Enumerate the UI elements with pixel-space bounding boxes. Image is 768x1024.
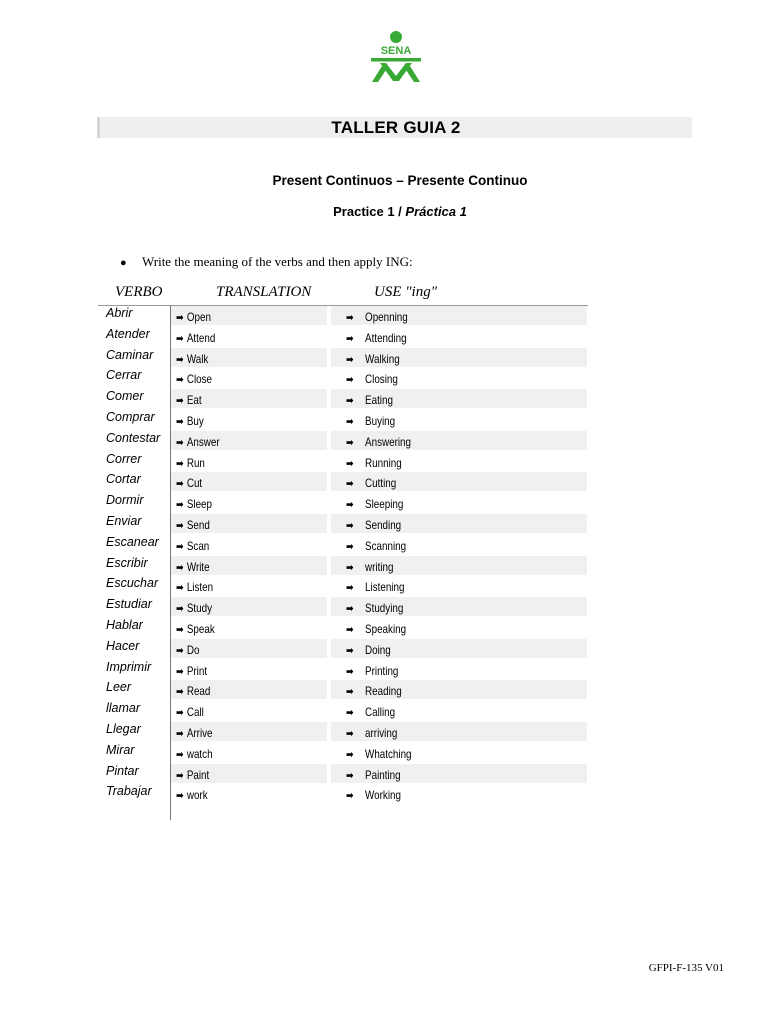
ing-text: Buying	[365, 414, 396, 428]
arrow-icon: ➡	[346, 665, 354, 678]
ing-text: Cutting	[365, 476, 397, 491]
ing-cell	[346, 600, 403, 617]
translation-cell	[176, 330, 215, 347]
translation-cell	[176, 371, 212, 388]
translation-cell	[176, 538, 209, 555]
ing-text: Scanning	[365, 538, 407, 553]
arrow-icon: ➡	[176, 790, 184, 803]
table-row	[0, 575, 768, 596]
translation-text: Arrive	[186, 726, 213, 740]
practice-heading	[0, 204, 768, 219]
arrow-icon: ➡	[346, 624, 354, 636]
translation-cell	[176, 642, 199, 659]
verb-cell: Cerrar	[106, 368, 142, 383]
verb-cell: Hablar	[106, 618, 143, 632]
ing-text: Sending	[365, 518, 402, 532]
ing-cell	[346, 413, 395, 430]
translation-text: Listen	[186, 580, 214, 595]
ing-cell	[346, 517, 401, 534]
translation-text: Run	[186, 455, 205, 470]
ing-text: Attending	[365, 330, 407, 345]
arrow-icon: ➡	[346, 374, 354, 387]
table-row	[0, 347, 768, 368]
translation-text: Eat	[186, 393, 202, 408]
table-row	[0, 513, 768, 534]
verb-cell: Mirar	[106, 742, 135, 757]
ing-cell	[346, 351, 400, 368]
arrow-icon: ➡	[176, 665, 184, 678]
table-row	[0, 471, 768, 492]
verb-cell: Escanear	[106, 534, 159, 549]
verb-cell: Dormir	[106, 493, 144, 508]
verb-cell: Leer	[106, 680, 132, 695]
arrow-icon: ➡	[346, 686, 354, 699]
ing-text: Openning	[365, 310, 408, 324]
translation-text: Sleep	[186, 497, 213, 512]
ing-text: Sleeping	[365, 497, 404, 512]
ing-text: Printing	[365, 663, 399, 678]
translation-text: Open	[186, 310, 211, 324]
ing-text: Whatching	[365, 746, 412, 761]
arrow-icon: ➡	[176, 332, 184, 345]
bullet-icon: ●	[120, 257, 127, 269]
verb-cell: Comprar	[106, 410, 155, 424]
translation-text: Buy	[186, 414, 204, 428]
translation-text: Scan	[186, 538, 210, 553]
translation-cell	[176, 725, 213, 742]
arrow-icon: ➡	[346, 436, 354, 449]
arrow-icon: ➡	[176, 353, 184, 366]
ing-cell	[346, 787, 401, 804]
translation-cell	[176, 559, 210, 576]
table-row	[0, 700, 768, 721]
verb-cell: Atender	[106, 326, 150, 341]
ing-text: Reading	[365, 684, 402, 699]
translation-text: Attend	[186, 330, 216, 345]
table-row	[0, 492, 768, 513]
arrow-icon: ➡	[176, 603, 184, 616]
verb-cell: Comer	[106, 389, 144, 404]
ing-text: Painting	[365, 767, 401, 782]
translation-cell	[176, 309, 211, 326]
translation-cell	[176, 787, 208, 804]
translation-cell	[176, 434, 220, 451]
arrow-icon: ➡	[346, 499, 354, 512]
translation-cell	[176, 621, 215, 638]
verb-cell: Imprimir	[106, 659, 152, 674]
verb-cell: llamar	[106, 701, 141, 716]
table-row	[0, 659, 768, 680]
arrow-icon: ➡	[176, 395, 184, 408]
translation-text: Print	[186, 663, 208, 678]
table-row	[0, 555, 768, 576]
ing-cell	[346, 309, 408, 326]
translation-cell	[176, 496, 212, 513]
verb-cell: Pintar	[106, 763, 139, 778]
translation-text: Cut	[186, 476, 203, 491]
arrow-icon: ➡	[176, 520, 184, 532]
verb-cell: Caminar	[106, 347, 154, 362]
ing-cell	[346, 559, 393, 576]
arrow-icon: ➡	[346, 644, 354, 657]
ing-text: writing	[365, 559, 394, 574]
ing-cell	[346, 663, 398, 680]
arrow-icon: ➡	[176, 436, 184, 449]
table-row	[0, 409, 768, 430]
translation-cell	[176, 579, 213, 596]
ing-cell	[346, 579, 404, 596]
ing-text: Eating	[365, 393, 393, 408]
arrow-icon: ➡	[176, 457, 184, 470]
table-row	[0, 763, 768, 784]
page-title: TALLER GUIA 2	[331, 118, 461, 137]
table-row	[0, 596, 768, 617]
translation-cell	[176, 746, 213, 763]
title-bar	[97, 117, 692, 138]
ing-cell	[346, 725, 397, 742]
ing-cell	[346, 371, 398, 388]
ing-cell	[346, 683, 402, 700]
ing-text: Working	[365, 788, 401, 803]
subtitle: Present Continuos – Presente Continuo	[272, 173, 528, 188]
translation-text: Close	[186, 372, 213, 387]
ing-cell	[346, 767, 401, 784]
arrow-icon: ➡	[176, 728, 184, 740]
verb-cell: Abrir	[106, 306, 133, 320]
arrow-icon: ➡	[176, 312, 184, 324]
table-row	[0, 305, 768, 326]
translation-cell	[176, 517, 210, 534]
ing-cell	[346, 621, 406, 638]
arrow-icon: ➡	[176, 686, 184, 699]
translation-text: Answer	[186, 434, 220, 449]
translation-cell	[176, 600, 212, 617]
ing-cell	[346, 392, 393, 409]
translation-text: work	[186, 788, 208, 803]
translation-cell	[176, 455, 205, 472]
verb-cell: Contestar	[106, 430, 161, 445]
translation-text: watch	[186, 746, 213, 761]
translation-text: Write	[186, 559, 210, 574]
ing-text: Speaking	[365, 622, 407, 636]
translation-cell	[176, 475, 202, 492]
arrow-icon: ➡	[346, 395, 354, 408]
arrow-icon: ➡	[346, 707, 354, 720]
header-translation: TRANSLATION	[216, 284, 312, 300]
ing-cell	[346, 496, 403, 513]
arrow-icon: ➡	[346, 520, 354, 532]
arrow-icon: ➡	[176, 561, 184, 574]
arrow-icon: ➡	[176, 540, 184, 553]
instruction	[120, 254, 413, 270]
ing-cell	[346, 642, 391, 659]
arrow-icon: ➡	[176, 707, 184, 720]
arrow-icon: ➡	[346, 353, 354, 366]
ing-text: Answering	[365, 434, 411, 449]
translation-text: Read	[186, 684, 211, 699]
translation-text: Call	[186, 705, 204, 720]
translation-text: Send	[186, 518, 210, 532]
instruction-text: Write the meaning of the verbs and then apply ING:	[142, 254, 413, 269]
table-row	[0, 679, 768, 700]
ing-text: Calling	[365, 705, 396, 720]
ing-cell	[346, 538, 406, 555]
translation-cell	[176, 704, 204, 721]
header-ing: USE "ing"	[374, 284, 438, 300]
translation-text: Study	[186, 601, 213, 616]
table-row	[0, 721, 768, 742]
ing-cell	[346, 704, 395, 721]
translation-text: Do	[186, 642, 200, 657]
document-code: GFPI-F-135 V01	[648, 962, 724, 974]
table-row	[0, 534, 768, 555]
ing-text: Closing	[365, 372, 398, 387]
svg-text:SENA: SENA	[380, 45, 412, 57]
arrow-icon: ➡	[346, 769, 354, 782]
translation-text: Speak	[186, 622, 215, 636]
table-row	[0, 742, 768, 763]
table-row	[0, 326, 768, 347]
verb-cell: Correr	[106, 451, 142, 466]
sena-logo	[368, 30, 424, 86]
ing-text: Running	[365, 455, 402, 470]
ing-cell	[346, 475, 396, 492]
arrow-icon: ➡	[176, 748, 184, 761]
arrow-icon: ➡	[346, 728, 354, 740]
ing-text: Listening	[365, 580, 405, 595]
ing-text: Walking	[365, 351, 400, 366]
verb-cell: Cortar	[106, 472, 141, 487]
arrow-icon: ➡	[346, 312, 354, 324]
arrow-icon: ➡	[176, 582, 184, 595]
ing-cell	[346, 330, 407, 347]
verb-cell: Llegar	[106, 722, 141, 736]
arrow-icon: ➡	[346, 790, 354, 803]
practice-label-es: Práctica 1	[405, 204, 467, 219]
arrow-icon: ➡	[176, 416, 184, 428]
arrow-icon: ➡	[346, 748, 354, 761]
table-row	[0, 388, 768, 409]
translation-cell	[176, 392, 202, 409]
verb-cell: Estudiar	[106, 597, 152, 612]
arrow-icon: ➡	[346, 457, 354, 470]
ing-cell	[346, 434, 411, 451]
arrow-icon: ➡	[176, 769, 184, 782]
translation-cell	[176, 351, 208, 368]
translation-text: Walk	[186, 351, 209, 366]
translation-cell	[176, 683, 210, 700]
verb-cell: Hacer	[106, 638, 140, 653]
ing-text: Doing	[365, 642, 391, 657]
arrow-icon: ➡	[346, 416, 354, 428]
arrow-icon: ➡	[346, 561, 354, 574]
ing-text: Studying	[365, 601, 404, 616]
table-row	[0, 430, 768, 451]
translation-cell	[176, 413, 204, 430]
translation-cell	[176, 663, 207, 680]
table-row	[0, 451, 768, 472]
translation-text: Paint	[186, 767, 210, 782]
verb-cell: Enviar	[106, 514, 142, 528]
arrow-icon: ➡	[346, 332, 354, 345]
header-verb: VERBO	[115, 284, 163, 300]
ing-text: arriving	[365, 726, 398, 740]
arrow-icon: ➡	[346, 603, 354, 616]
arrow-icon: ➡	[346, 540, 354, 553]
arrow-icon: ➡	[176, 374, 184, 387]
table-row	[0, 783, 768, 804]
verb-cell: Escribir	[106, 555, 148, 570]
table-row	[0, 638, 768, 659]
arrow-icon: ➡	[176, 478, 184, 491]
ing-cell	[346, 455, 402, 472]
verb-cell: Trabajar	[106, 784, 152, 799]
arrow-icon: ➡	[346, 478, 354, 491]
table-row	[0, 367, 768, 388]
practice-label: Practice 1 /	[333, 204, 406, 219]
table-row	[0, 617, 768, 638]
arrow-icon: ➡	[346, 582, 354, 595]
ing-cell	[346, 746, 412, 763]
verb-cell: Escuchar	[106, 576, 159, 591]
arrow-icon: ➡	[176, 624, 184, 636]
translation-cell	[176, 767, 209, 784]
arrow-icon: ➡	[176, 499, 184, 512]
arrow-icon: ➡	[176, 644, 184, 657]
